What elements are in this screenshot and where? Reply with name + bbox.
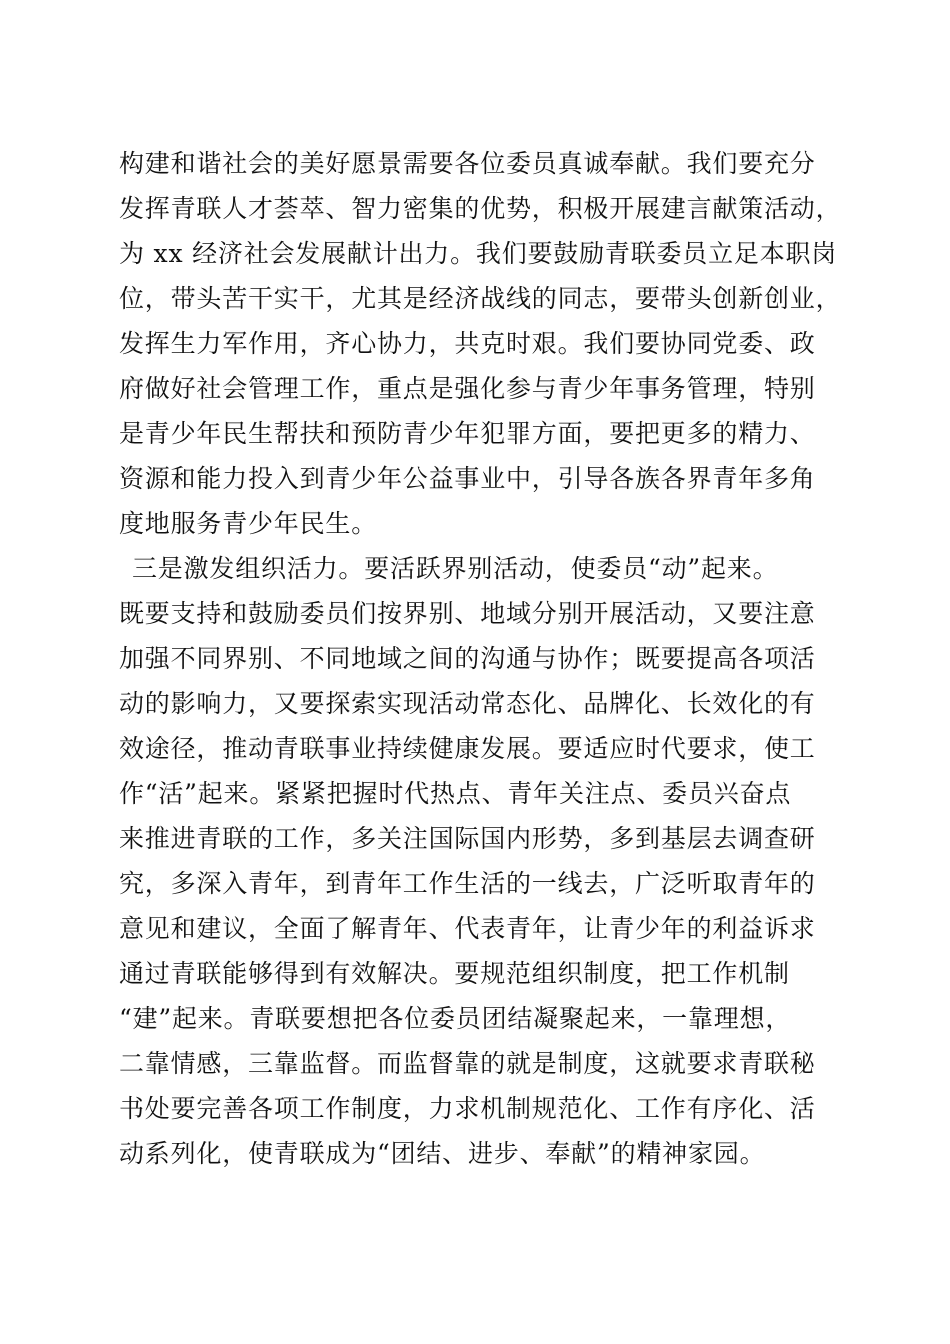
text-line: 府做好社会管理工作，重点是强化参与青少年事务管理，特别	[119, 374, 816, 403]
text-line: 书处要完善各项工作制度，力求机制规范化、工作有序化、活	[119, 1094, 816, 1123]
text-line: 是青少年民生帮扶和预防青少年犯罪方面，要把更多的精力、	[119, 419, 816, 448]
text-line: 发挥青联人才荟萃、智力密集的优势，积极开展建言献策活动，	[119, 194, 842, 223]
text-line: 动的影响力，又要探索实现活动常态化、品牌化、长效化的有	[119, 689, 816, 718]
text-line: 动系列化，使青联成为“团结、进步、奉献”的精神家园。	[119, 1139, 766, 1168]
text-line: 发挥生力军作用，齐心协力，共克时艰。我们要协同党委、政	[119, 329, 816, 358]
text-line: 资源和能力投入到青少年公益事业中，引导各族各界青年多角	[119, 464, 816, 493]
text-line: 作“活”起来。紧紧把握时代热点、青年关注点、委员兴奋点	[119, 779, 792, 808]
text-line: 效途径，推动青联事业持续健康发展。要适应时代要求，使工	[119, 734, 816, 763]
text-line: 通过青联能够得到有效解决。要规范组织制度，把工作机制	[119, 959, 790, 988]
text-line: 二靠情感，三靠监督。而监督靠的就是制度，这就要求青联秘	[119, 1049, 816, 1078]
text-line: 位，带头苦干实干，尤其是经济战线的同志，要带头创新创业，	[119, 284, 842, 313]
text-line: 度地服务青少年民生。	[119, 509, 378, 538]
text-line: 既要支持和鼓励委员们按界别、地域分别开展活动，又要注意	[119, 599, 816, 628]
text-line: 为 xx 经济社会发展献计出力。我们要鼓励青联委员立足本职岗	[119, 239, 838, 268]
text-line: 构建和谐社会的美好愿景需要各位委员真诚奉献。我们要充分	[119, 149, 816, 178]
text-line: 加强不同界别、不同地域之间的沟通与协作；既要提高各项活	[119, 644, 816, 673]
text-line: 究，多深入青年，到青年工作生活的一线去，广泛听取青年的	[119, 869, 816, 898]
text-line: 来推进青联的工作，多关注国际国内形势，多到基层去调查研	[119, 824, 816, 853]
text-line: 意见和建议，全面了解青年、代表青年，让青少年的利益诉求	[119, 914, 816, 943]
paragraph-lead-line: 三是激发组织活力。要活跃界别活动，使委员“动”起来。	[132, 554, 779, 583]
text-line: “建”起来。青联要想把各位委员团结凝聚起来，一靠理想，	[119, 1004, 792, 1033]
